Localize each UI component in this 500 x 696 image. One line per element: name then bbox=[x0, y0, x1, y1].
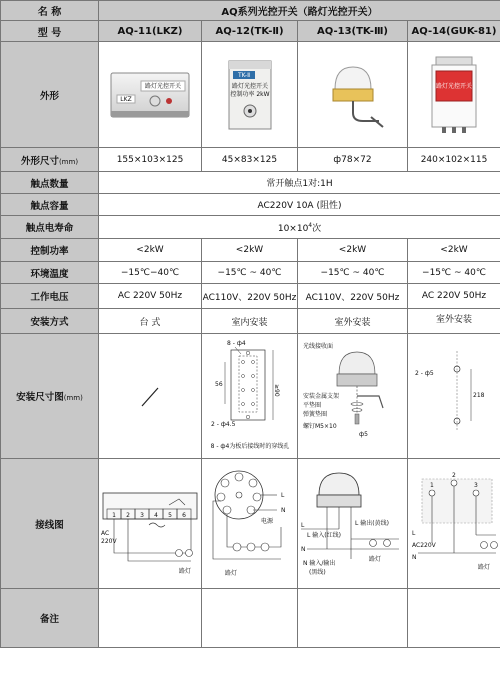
aq13-a-label: 安装金属支架 bbox=[302, 393, 339, 400]
dims-aq12: 45×83×125 bbox=[202, 148, 298, 172]
mount-label: 安装尺寸图(mm) bbox=[1, 334, 99, 459]
voltage-aq14: AC 220V 50Hz bbox=[408, 284, 500, 309]
photo-aq11 bbox=[99, 42, 202, 148]
install-aq13: 室外安装 bbox=[298, 309, 408, 334]
photo-aq14 bbox=[408, 42, 500, 148]
notes-aq14 bbox=[408, 589, 500, 648]
aq13-b-label: 平垫圈 bbox=[302, 402, 321, 409]
series-title: AQ系列光控开关（路灯光控开关） bbox=[99, 1, 500, 21]
power-label: 控制功率 bbox=[1, 239, 99, 262]
aq13-n: N bbox=[300, 545, 305, 553]
svg-text:3: 3 bbox=[474, 481, 478, 489]
aq12-bottom-label: 2 - ф4.5 bbox=[210, 421, 235, 428]
aq13-nin: N 输入/输出 bbox=[302, 559, 335, 567]
aq14-wire-l: L bbox=[412, 529, 416, 537]
model-aq13: AQ-13(TK-Ⅲ) bbox=[298, 21, 408, 42]
capacity-label: 触点容量 bbox=[1, 194, 99, 216]
appearance-label: 外形 bbox=[1, 42, 99, 148]
aq14-lamp: 路灯 bbox=[478, 563, 491, 571]
voltage-aq12: AC110V、220V 50Hz bbox=[202, 284, 298, 309]
voltage-aq11: AC 220V 50Hz bbox=[99, 284, 202, 309]
install-label: 安装方式 bbox=[1, 309, 99, 334]
temp-aq13: −15℃ ~ 40℃ bbox=[298, 262, 408, 284]
svg-text:1: 1 bbox=[430, 481, 434, 489]
notes-aq13 bbox=[298, 589, 408, 648]
aq13-d-label: 螺钉M5×10 bbox=[302, 423, 337, 430]
aq13-dia-label: ф5 bbox=[358, 431, 368, 438]
aq13-lout: L 输出(黄线) bbox=[354, 519, 389, 527]
aq12-holes-label: 8 - ф4 bbox=[226, 340, 246, 347]
notes-label: 备注 bbox=[1, 589, 99, 648]
aq11-tag: LKZ bbox=[120, 95, 132, 103]
wiring-label: 接线图 bbox=[1, 459, 99, 589]
aq12-note: 8 - ф4为板后接线时的穿线孔 bbox=[210, 443, 289, 450]
mount-unit: (mm) bbox=[63, 394, 83, 402]
dims-unit: (mm) bbox=[58, 157, 79, 166]
model-label: 型 号 bbox=[1, 21, 99, 42]
install-aq12: 室内安装 bbox=[202, 309, 298, 334]
aq14-wire-n: N bbox=[412, 553, 417, 561]
svg-text:5: 5 bbox=[168, 511, 172, 519]
aq12-caption: 路灯光控开关 bbox=[231, 82, 268, 90]
aq13-l: L bbox=[300, 521, 304, 529]
dims-aq14: 240×102×115 bbox=[408, 148, 500, 172]
svg-text:2: 2 bbox=[126, 511, 130, 519]
dims-aq11: 155×103×125 bbox=[99, 148, 202, 172]
install-aq11: 台 式 bbox=[99, 309, 202, 334]
wiring-aq11 bbox=[99, 459, 202, 589]
dims-aq13: ф78×72 bbox=[298, 148, 408, 172]
mount-aq12 bbox=[202, 334, 298, 459]
aq12-wire-n: N bbox=[280, 506, 285, 514]
life-label: 触点电寿命 bbox=[1, 216, 99, 239]
mount-aq13 bbox=[298, 334, 408, 459]
contacts-label: 触点数量 bbox=[1, 172, 99, 194]
aq13-lamp: 路灯 bbox=[368, 555, 381, 563]
aq11-lamp: 路灯 bbox=[179, 567, 192, 575]
aq12-tag: TK-Ⅱ bbox=[237, 71, 250, 79]
aq11-ac: AC bbox=[101, 529, 110, 537]
power-aq11: <2kW bbox=[99, 239, 202, 262]
aq13-black: (黑线) bbox=[308, 568, 326, 576]
aq14-caption: 路灯光控开关 bbox=[435, 82, 473, 90]
wiring-aq13 bbox=[298, 459, 408, 589]
power-aq12: <2kW bbox=[202, 239, 298, 262]
aq11-220v: 220V bbox=[101, 537, 117, 545]
life-value: $10\times 10^4$次 bbox=[99, 216, 500, 239]
power-aq13: <2kW bbox=[298, 239, 408, 262]
photo-aq12 bbox=[202, 42, 298, 148]
model-aq11: AQ-11(LKZ) bbox=[99, 21, 202, 42]
wiring-aq12 bbox=[202, 459, 298, 589]
notes-aq12 bbox=[202, 589, 298, 648]
aq11-caption: 路灯光控开关 bbox=[144, 82, 182, 90]
svg-text:1: 1 bbox=[112, 511, 116, 519]
aq12-lamp: 路灯 bbox=[224, 569, 237, 577]
aq14-holes-label: 2 - ф5 bbox=[415, 370, 434, 377]
aq12-line: 控制功率 2kW bbox=[229, 90, 270, 98]
aq13-c-label: 弹簧垫圈 bbox=[302, 411, 327, 418]
aq13-lin: L 输入(红线) bbox=[306, 531, 341, 539]
aq14-ac: AC220V bbox=[412, 541, 436, 549]
svg-text:4: 4 bbox=[154, 511, 158, 519]
mount-aq11 bbox=[99, 334, 202, 459]
temp-label: 环境温度 bbox=[1, 262, 99, 284]
temp-aq12: −15℃ ~ 40℃ bbox=[202, 262, 298, 284]
mount-aq14 bbox=[408, 334, 500, 459]
voltage-label: 工作电压 bbox=[1, 284, 99, 309]
model-aq14: AQ-14(GUK-81) bbox=[408, 21, 500, 42]
photo-aq13 bbox=[298, 42, 408, 148]
voltage-aq13: AC110V、220V 50Hz bbox=[298, 284, 408, 309]
temp-aq11: −15℃−40℃ bbox=[99, 262, 202, 284]
wiring-aq14 bbox=[408, 459, 500, 589]
notes-aq11 bbox=[99, 589, 202, 648]
aq14-h-label: 218 bbox=[473, 392, 485, 399]
svg-text:2: 2 bbox=[452, 471, 456, 479]
temp-aq14: −15℃ ~ 40℃ bbox=[408, 262, 500, 284]
svg-text:6: 6 bbox=[182, 511, 186, 519]
model-aq12: AQ-12(TK-Ⅱ) bbox=[202, 21, 298, 42]
dims-label: 外形尺寸(mm) bbox=[1, 148, 99, 172]
install-aq14: 室外安装 bbox=[408, 309, 500, 334]
aq13-top-label: 光线接收面 bbox=[302, 343, 333, 350]
power-aq14: <2kW bbox=[408, 239, 500, 262]
svg-text:3: 3 bbox=[140, 511, 144, 519]
aq12-h-label: 56 bbox=[214, 381, 223, 388]
aq12-h2-label: ≥90 bbox=[272, 384, 280, 397]
name-label: 名 称 bbox=[1, 1, 99, 21]
aq12-wire-l: L bbox=[280, 491, 284, 499]
capacity-value: AC220V 10A (阻性) bbox=[99, 194, 500, 216]
contacts-value: 常开触点1对:1H bbox=[99, 172, 500, 194]
aq12-wire-power: 电源 bbox=[260, 517, 273, 525]
